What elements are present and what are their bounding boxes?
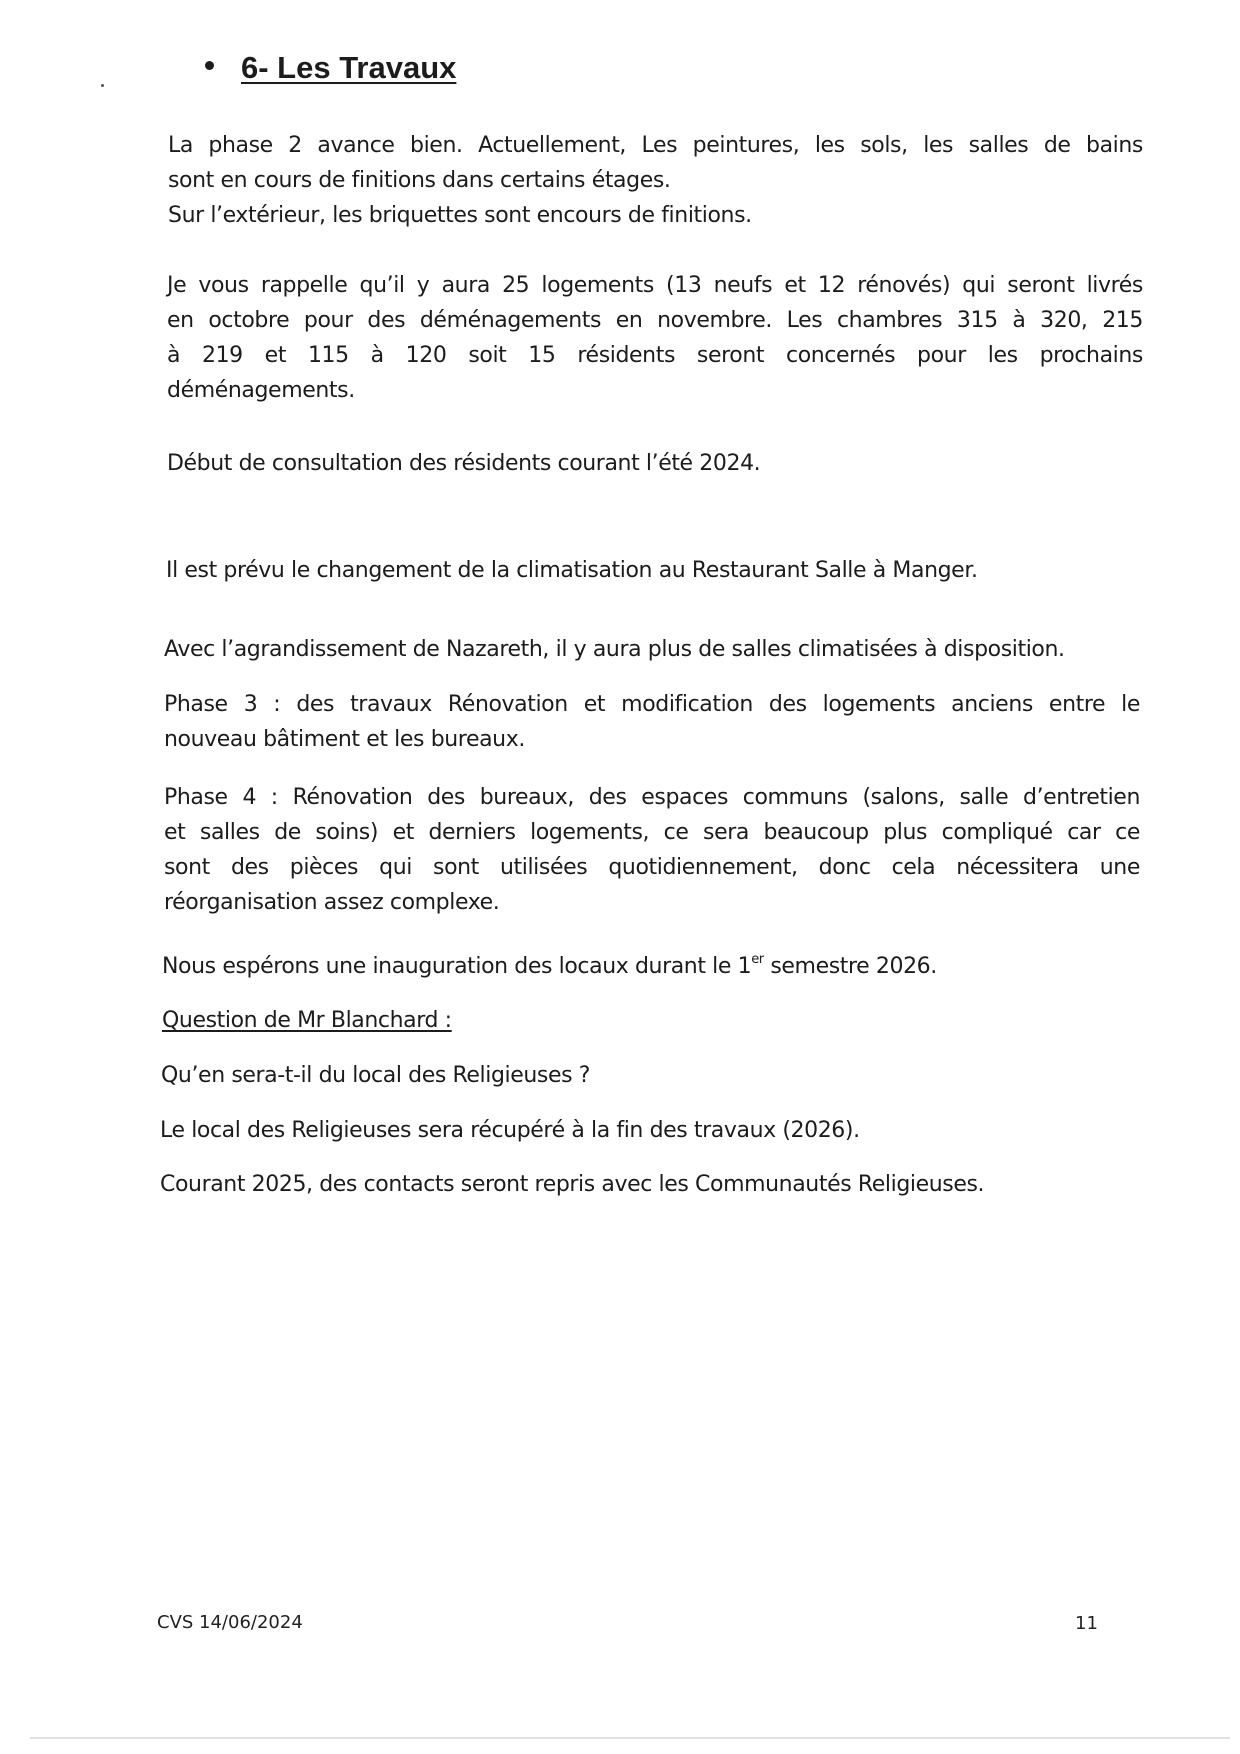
question-heading: [162, 1003, 452, 1038]
paragraph-line: Le local des Religieuses sera récupéré à la fin des travaux (2026).: [160, 1118, 860, 1143]
paragraph-line: nouveau bâtiment et les bureaux.: [164, 727, 525, 752]
paragraph-line: en octobre pour des déménagements en novembre. Les chambres 315 à 320, 215: [167, 308, 1143, 333]
scan-edge-line: [30, 1737, 1230, 1739]
paragraph-line: Courant 2025, des contacts seront repris avec les Communautés Religieuses.: [160, 1172, 985, 1197]
scan-speck: [101, 84, 104, 87]
paragraph-agrandissement: [164, 632, 1065, 667]
ordinal-superscript: er: [751, 951, 764, 967]
answer-text: [160, 1167, 984, 1202]
paragraph-phase-2: [168, 128, 1143, 233]
paragraph-logements: [167, 268, 1143, 408]
paragraph-phase-4: [164, 780, 1140, 920]
paragraph-climatisation: [166, 553, 978, 588]
paragraph-line: Je vous rappelle qu’il y aura 25 logements (13 neufs et 12 rénovés) qui seront livrés: [167, 273, 1143, 298]
paragraph-line: sont des pièces qui sont utilisées quotidiennement, donc cela nécessitera une: [164, 855, 1140, 880]
section-title: 6- Les Travaux: [241, 50, 457, 85]
paragraph-phase-3: [164, 687, 1140, 757]
paragraph-line: Sur l’extérieur, les briquettes sont encours de finitions.: [168, 203, 752, 228]
paragraph-line: sont en cours de finitions dans certains étages.: [168, 168, 671, 193]
paragraph-line: Qu’en sera-t-il du local des Religieuses ?: [161, 1063, 591, 1088]
paragraph-consultation: [167, 446, 760, 481]
paragraph-line: Il est prévu le changement de la climatisation au Restaurant Salle à Manger.: [166, 558, 978, 583]
paragraph-line: Avec l’agrandissement de Nazareth, il y aura plus de salles climatisées à disposition.: [164, 637, 1065, 662]
question-heading-text: Question de Mr Blanchard :: [162, 1008, 452, 1033]
bullet-icon: [205, 61, 214, 70]
section-heading: [205, 50, 456, 86]
inauguration-text: Nous espérons une inauguration des locaux durant le 1: [162, 954, 752, 979]
question-text: [161, 1058, 590, 1093]
paragraph-line: Phase 3 : des travaux Rénovation et modification des logements anciens entre le: [164, 692, 1140, 717]
inauguration-text-end: semestre 2026.: [763, 954, 937, 979]
answer-text: [160, 1113, 860, 1148]
paragraph-line: Début de consultation des résidents courant l’été 2024.: [167, 451, 761, 476]
paragraph-line: réorganisation assez complexe.: [164, 890, 500, 915]
paragraph-line: déménagements.: [167, 378, 355, 403]
paragraph-inauguration: [162, 949, 937, 984]
footer-page-number: 11: [1075, 1613, 1098, 1634]
footer-document-reference: CVS 14/06/2024: [157, 1612, 303, 1633]
paragraph-line: La phase 2 avance bien. Actuellement, Les peintures, les sols, les salles de bains: [168, 133, 1143, 158]
paragraph-line: et salles de soins) et derniers logements, ce sera beaucoup plus compliqué car ce: [164, 820, 1140, 845]
paragraph-line: Phase 4 : Rénovation des bureaux, des espaces communs (salons, salle d’entretien: [164, 785, 1140, 810]
paragraph-line: à 219 et 115 à 120 soit 15 résidents seront concernés pour les prochains: [167, 343, 1143, 368]
paragraph-line: [162, 949, 937, 984]
